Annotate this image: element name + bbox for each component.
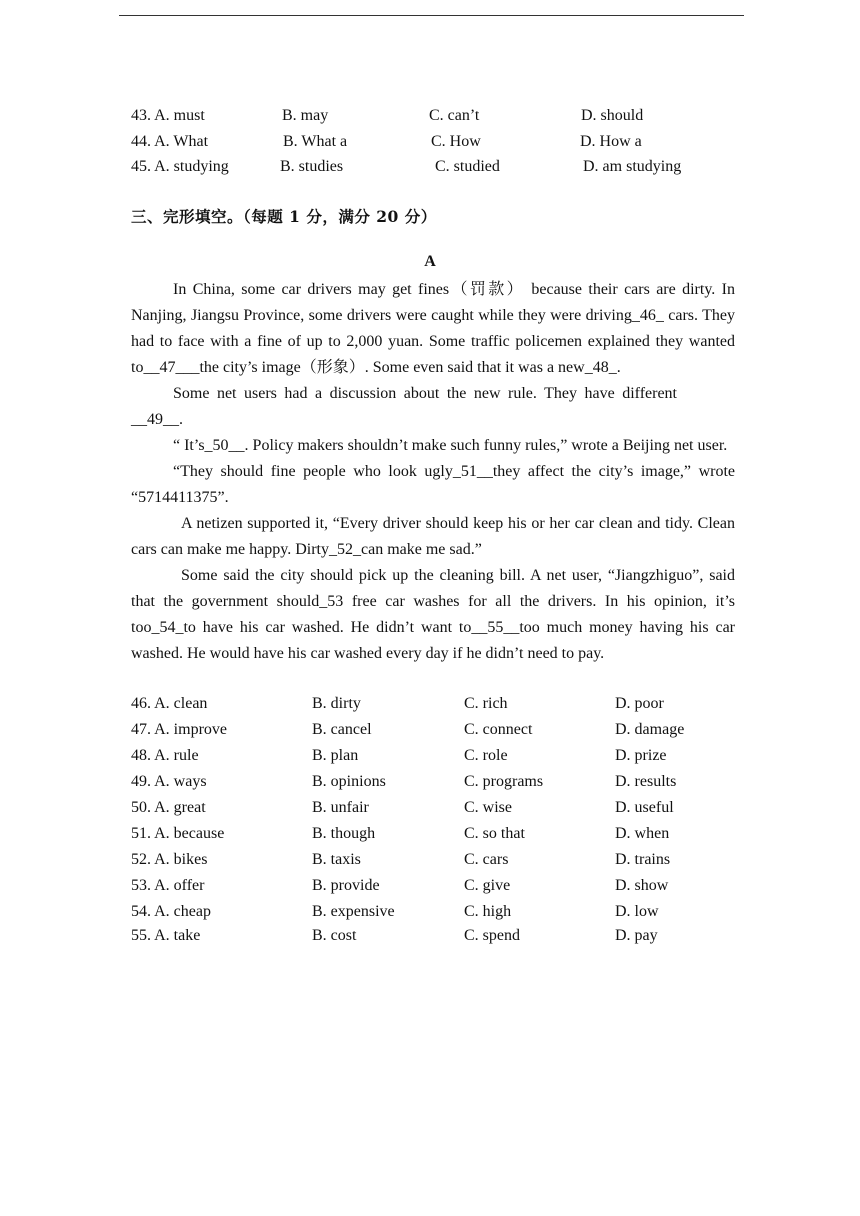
cloze-52-a: 52. A. bikes xyxy=(131,851,208,868)
cloze-55-a: 55. A. take xyxy=(131,927,201,944)
cloze-51-d: D. when xyxy=(615,825,670,842)
option-45-c: C. studied xyxy=(435,158,500,175)
header-rule xyxy=(119,15,744,16)
cloze-46-c: C. rich xyxy=(464,695,508,712)
cloze-52-c: C. cars xyxy=(464,851,509,868)
cloze-47-c: C. connect xyxy=(464,721,533,738)
cloze-46-b: B. dirty xyxy=(312,695,361,712)
cloze-50-b: B. unfair xyxy=(312,799,369,816)
cloze-49-b: B. opinions xyxy=(312,773,386,790)
passage-paragraph-5: A netizen supported it, “Every driver should keep his or her car clean and tidy. Clean cars can make me happy. Dirty_52_can make me sad.” xyxy=(131,515,735,558)
cloze-54-d: D. low xyxy=(615,903,659,920)
cloze-54-a: 54. A. cheap xyxy=(131,903,211,920)
option-44-a: 44. A. What xyxy=(131,133,209,150)
cloze-53-d: D. show xyxy=(615,877,669,894)
cloze-54-b: B. expensive xyxy=(312,903,395,920)
cloze-47-d: D. damage xyxy=(615,721,685,738)
passage-paragraph-2: Some net users had a discussion about the new rule. They have different __49__. xyxy=(131,385,677,428)
cloze-55-d: D. pay xyxy=(615,927,658,944)
cloze-55-b: B. cost xyxy=(312,927,357,944)
option-43-c: C. can’t xyxy=(429,107,480,124)
passage-paragraph-6: Some said the city should pick up the cleaning bill. A net user, “Jiangzhiguo”, said that the government should_53 free car washes for all the drivers. In his opinion, it’s too_54_to have his car washed. He didn’t want to__55__too much money having his car washed. He would have his car washed every day if he didn’t need to pay. xyxy=(131,567,735,662)
option-43-d: D. should xyxy=(581,107,644,124)
cloze-51-c: C. so that xyxy=(464,825,525,842)
cloze-51-a: 51. A. because xyxy=(131,825,225,842)
passage-paragraph-3: “ It’s_50__. Policy makers shouldn’t make such funny rules,” wrote a Beijing net user. xyxy=(173,437,728,454)
cloze-55-c: C. spend xyxy=(464,927,520,944)
cloze-48-d: D. prize xyxy=(615,747,667,764)
cloze-53-b: B. provide xyxy=(312,877,380,894)
cloze-50-a: 50. A. great xyxy=(131,799,206,816)
passage-paragraph-4: “They should fine people who look ugly_51__they affect the city’s image,” wrote “5714411375”. xyxy=(131,463,735,506)
option-45-d: D. am studying xyxy=(583,158,682,175)
option-44-d: D. How a xyxy=(580,133,642,150)
passage-title: A xyxy=(424,253,436,270)
cloze-49-d: D. results xyxy=(615,773,677,790)
cloze-48-b: B. plan xyxy=(312,747,359,764)
option-43-a: 43. A. must xyxy=(131,107,205,124)
passage-paragraph-1: In China, some car drivers may get fines（罚款） because their cars are dirty. In Nanjing, Jiangsu Province, some drivers were caught while they were driving_46_ cars. They had to face with a fine of up to 2,000 yuan. Some traffic policemen explained they wanted to__47___the city’s image（形象）. Some even said that it was a new_48_. xyxy=(131,281,735,376)
cloze-47-a: 47. A. improve xyxy=(131,721,227,738)
option-44-c: C. How xyxy=(431,133,481,150)
cloze-54-c: C. high xyxy=(464,903,512,920)
option-45-b: B. studies xyxy=(280,158,344,175)
option-45-a: 45. A. studying xyxy=(131,158,229,175)
option-43-b: B. may xyxy=(282,107,329,124)
cloze-46-a: 46. A. clean xyxy=(131,695,208,712)
passage-body xyxy=(131,277,735,667)
cloze-50-c: C. wise xyxy=(464,799,512,816)
cloze-48-a: 48. A. rule xyxy=(131,747,199,764)
cloze-46-d: D. poor xyxy=(615,695,664,712)
cloze-47-b: B. cancel xyxy=(312,721,372,738)
cloze-49-c: C. programs xyxy=(464,773,544,790)
cloze-53-a: 53. A. offer xyxy=(131,877,205,894)
cloze-51-b: B. though xyxy=(312,825,376,842)
cloze-52-d: D. trains xyxy=(615,851,671,868)
cloze-52-b: B. taxis xyxy=(312,851,361,868)
section-heading: 三、完形填空。（每题 1 分，满分 20 分） xyxy=(131,207,437,226)
cloze-48-c: C. role xyxy=(464,747,508,764)
option-44-b: B. What a xyxy=(283,133,348,150)
cloze-49-a: 49. A. ways xyxy=(131,773,207,790)
cloze-53-c: C. give xyxy=(464,877,511,894)
cloze-50-d: D. useful xyxy=(615,799,674,816)
